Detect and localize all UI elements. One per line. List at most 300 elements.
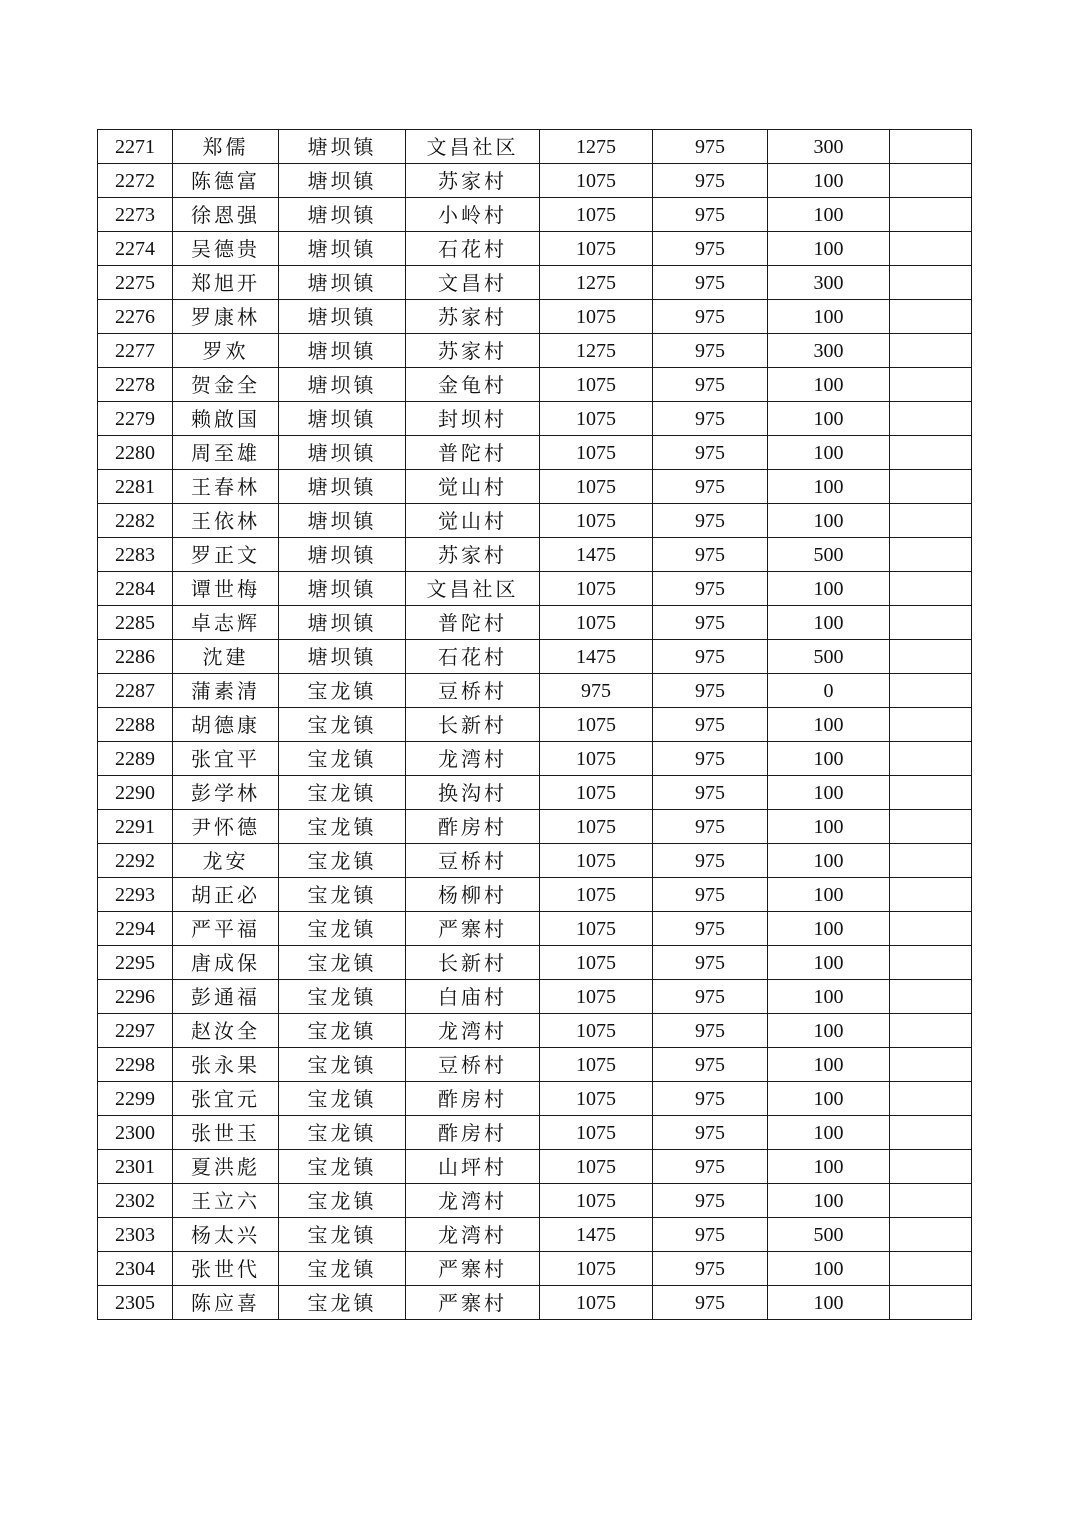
name-cell: 周至雄 [173, 436, 279, 470]
table-row [98, 606, 972, 640]
amount-total-cell: 1075 [540, 1286, 653, 1320]
amount-base-cell: 975 [653, 1048, 768, 1082]
town-cell: 宝龙镇 [279, 742, 406, 776]
remarks-cell [890, 1082, 972, 1116]
name-cell: 谭世梅 [173, 572, 279, 606]
remarks-cell [890, 810, 972, 844]
amount-total-cell: 1075 [540, 436, 653, 470]
serial-number-cell: 2305 [98, 1286, 173, 1320]
town-cell: 宝龙镇 [279, 844, 406, 878]
amount-base-cell: 975 [653, 436, 768, 470]
village-cell: 封坝村 [406, 402, 540, 436]
table-row [98, 1014, 972, 1048]
amount-extra-cell: 100 [768, 708, 890, 742]
town-cell: 宝龙镇 [279, 1048, 406, 1082]
serial-number-cell: 2283 [98, 538, 173, 572]
amount-extra-cell: 100 [768, 572, 890, 606]
table-row [98, 1286, 972, 1320]
village-cell: 苏家村 [406, 334, 540, 368]
remarks-cell [890, 1150, 972, 1184]
amount-total-cell: 1075 [540, 300, 653, 334]
roster-table [97, 129, 972, 1320]
remarks-cell [890, 844, 972, 878]
amount-total-cell: 1475 [540, 1218, 653, 1252]
amount-total-cell: 1075 [540, 708, 653, 742]
serial-number-cell: 2297 [98, 1014, 173, 1048]
serial-number-cell: 2285 [98, 606, 173, 640]
serial-number-cell: 2282 [98, 504, 173, 538]
serial-number-cell: 2287 [98, 674, 173, 708]
amount-base-cell: 975 [653, 878, 768, 912]
amount-extra-cell: 100 [768, 1082, 890, 1116]
table-row [98, 572, 972, 606]
remarks-cell [890, 572, 972, 606]
town-cell: 塘坝镇 [279, 402, 406, 436]
town-cell: 塘坝镇 [279, 164, 406, 198]
town-cell: 宝龙镇 [279, 878, 406, 912]
amount-total-cell: 1075 [540, 912, 653, 946]
town-cell: 宝龙镇 [279, 1252, 406, 1286]
table-row [98, 164, 972, 198]
amount-base-cell: 975 [653, 504, 768, 538]
amount-total-cell: 1075 [540, 572, 653, 606]
serial-number-cell: 2279 [98, 402, 173, 436]
amount-base-cell: 975 [653, 368, 768, 402]
table-row [98, 232, 972, 266]
remarks-cell [890, 1048, 972, 1082]
name-cell: 严平福 [173, 912, 279, 946]
remarks-cell [890, 300, 972, 334]
name-cell: 胡德康 [173, 708, 279, 742]
name-cell: 陈应喜 [173, 1286, 279, 1320]
amount-total-cell: 1075 [540, 1150, 653, 1184]
table-row [98, 436, 972, 470]
remarks-cell [890, 470, 972, 504]
amount-extra-cell: 100 [768, 402, 890, 436]
amount-base-cell: 975 [653, 1184, 768, 1218]
serial-number-cell: 2294 [98, 912, 173, 946]
remarks-cell [890, 1184, 972, 1218]
serial-number-cell: 2275 [98, 266, 173, 300]
town-cell: 塘坝镇 [279, 470, 406, 504]
serial-number-cell: 2301 [98, 1150, 173, 1184]
name-cell: 郑旭开 [173, 266, 279, 300]
name-cell: 吴德贵 [173, 232, 279, 266]
remarks-cell [890, 606, 972, 640]
amount-extra-cell: 100 [768, 878, 890, 912]
name-cell: 尹怀德 [173, 810, 279, 844]
name-cell: 沈建 [173, 640, 279, 674]
table-row [98, 674, 972, 708]
village-cell: 石花村 [406, 232, 540, 266]
table-row [98, 1218, 972, 1252]
remarks-cell [890, 674, 972, 708]
amount-extra-cell: 100 [768, 742, 890, 776]
town-cell: 塘坝镇 [279, 436, 406, 470]
name-cell: 龙安 [173, 844, 279, 878]
village-cell: 小岭村 [406, 198, 540, 232]
table-row [98, 300, 972, 334]
village-cell: 苏家村 [406, 164, 540, 198]
serial-number-cell: 2290 [98, 776, 173, 810]
amount-extra-cell: 500 [768, 1218, 890, 1252]
amount-base-cell: 975 [653, 1218, 768, 1252]
table-row [98, 776, 972, 810]
remarks-cell [890, 538, 972, 572]
amount-base-cell: 975 [653, 640, 768, 674]
amount-extra-cell: 100 [768, 810, 890, 844]
amount-total-cell: 1275 [540, 266, 653, 300]
amount-base-cell: 975 [653, 300, 768, 334]
amount-extra-cell: 300 [768, 266, 890, 300]
village-cell: 酢房村 [406, 1082, 540, 1116]
amount-extra-cell: 100 [768, 1116, 890, 1150]
town-cell: 塘坝镇 [279, 198, 406, 232]
town-cell: 塘坝镇 [279, 640, 406, 674]
village-cell: 严寨村 [406, 1252, 540, 1286]
amount-base-cell: 975 [653, 470, 768, 504]
serial-number-cell: 2303 [98, 1218, 173, 1252]
amount-total-cell: 1075 [540, 402, 653, 436]
amount-extra-cell: 300 [768, 130, 890, 164]
name-cell: 罗欢 [173, 334, 279, 368]
town-cell: 塘坝镇 [279, 266, 406, 300]
amount-total-cell: 1475 [540, 538, 653, 572]
amount-total-cell: 1075 [540, 1014, 653, 1048]
village-cell: 豆桥村 [406, 844, 540, 878]
remarks-cell [890, 504, 972, 538]
town-cell: 宝龙镇 [279, 1014, 406, 1048]
village-cell: 杨柳村 [406, 878, 540, 912]
amount-total-cell: 1075 [540, 980, 653, 1014]
table-row [98, 1252, 972, 1286]
serial-number-cell: 2277 [98, 334, 173, 368]
village-cell: 豆桥村 [406, 1048, 540, 1082]
table-row [98, 742, 972, 776]
remarks-cell [890, 742, 972, 776]
amount-extra-cell: 100 [768, 980, 890, 1014]
amount-extra-cell: 100 [768, 300, 890, 334]
name-cell: 赵汝全 [173, 1014, 279, 1048]
amount-total-cell: 1275 [540, 130, 653, 164]
town-cell: 宝龙镇 [279, 946, 406, 980]
amount-extra-cell: 100 [768, 198, 890, 232]
village-cell: 龙湾村 [406, 1014, 540, 1048]
amount-extra-cell: 100 [768, 232, 890, 266]
amount-total-cell: 1075 [540, 844, 653, 878]
amount-total-cell: 1075 [540, 232, 653, 266]
amount-base-cell: 975 [653, 1014, 768, 1048]
amount-total-cell: 1075 [540, 878, 653, 912]
amount-base-cell: 975 [653, 674, 768, 708]
table-row [98, 844, 972, 878]
serial-number-cell: 2292 [98, 844, 173, 878]
name-cell: 彭通福 [173, 980, 279, 1014]
table-row [98, 912, 972, 946]
name-cell: 张世玉 [173, 1116, 279, 1150]
village-cell: 白庙村 [406, 980, 540, 1014]
village-cell: 龙湾村 [406, 1218, 540, 1252]
name-cell: 陈德富 [173, 164, 279, 198]
remarks-cell [890, 266, 972, 300]
village-cell: 龙湾村 [406, 742, 540, 776]
name-cell: 徐恩强 [173, 198, 279, 232]
amount-base-cell: 975 [653, 708, 768, 742]
town-cell: 宝龙镇 [279, 1286, 406, 1320]
table-row [98, 368, 972, 402]
remarks-cell [890, 436, 972, 470]
town-cell: 塘坝镇 [279, 572, 406, 606]
amount-base-cell: 975 [653, 538, 768, 572]
village-cell: 长新村 [406, 708, 540, 742]
serial-number-cell: 2284 [98, 572, 173, 606]
serial-number-cell: 2280 [98, 436, 173, 470]
amount-extra-cell: 500 [768, 538, 890, 572]
serial-number-cell: 2300 [98, 1116, 173, 1150]
remarks-cell [890, 164, 972, 198]
name-cell: 胡正必 [173, 878, 279, 912]
amount-total-cell: 1075 [540, 742, 653, 776]
remarks-cell [890, 980, 972, 1014]
amount-extra-cell: 100 [768, 606, 890, 640]
remarks-cell [890, 1014, 972, 1048]
table-row [98, 878, 972, 912]
amount-base-cell: 975 [653, 266, 768, 300]
amount-total-cell: 1075 [540, 164, 653, 198]
town-cell: 塘坝镇 [279, 368, 406, 402]
amount-extra-cell: 0 [768, 674, 890, 708]
town-cell: 塘坝镇 [279, 232, 406, 266]
amount-total-cell: 1275 [540, 334, 653, 368]
village-cell: 换沟村 [406, 776, 540, 810]
amount-base-cell: 975 [653, 1082, 768, 1116]
town-cell: 塘坝镇 [279, 334, 406, 368]
table-row [98, 1048, 972, 1082]
table-row [98, 1150, 972, 1184]
amount-base-cell: 975 [653, 198, 768, 232]
name-cell: 夏洪彪 [173, 1150, 279, 1184]
table-row [98, 130, 972, 164]
town-cell: 塘坝镇 [279, 504, 406, 538]
name-cell: 郑儒 [173, 130, 279, 164]
name-cell: 张宜元 [173, 1082, 279, 1116]
amount-base-cell: 975 [653, 232, 768, 266]
amount-extra-cell: 300 [768, 334, 890, 368]
remarks-cell [890, 776, 972, 810]
table-row [98, 1082, 972, 1116]
amount-base-cell: 975 [653, 844, 768, 878]
name-cell: 卓志辉 [173, 606, 279, 640]
village-cell: 山坪村 [406, 1150, 540, 1184]
name-cell: 唐成保 [173, 946, 279, 980]
town-cell: 塘坝镇 [279, 538, 406, 572]
serial-number-cell: 2288 [98, 708, 173, 742]
serial-number-cell: 2272 [98, 164, 173, 198]
amount-base-cell: 975 [653, 980, 768, 1014]
table-row [98, 810, 972, 844]
remarks-cell [890, 368, 972, 402]
village-cell: 觉山村 [406, 504, 540, 538]
amount-total-cell: 1075 [540, 368, 653, 402]
table-row [98, 538, 972, 572]
amount-total-cell: 1075 [540, 504, 653, 538]
remarks-cell [890, 1218, 972, 1252]
serial-number-cell: 2302 [98, 1184, 173, 1218]
amount-extra-cell: 100 [768, 844, 890, 878]
town-cell: 宝龙镇 [279, 1184, 406, 1218]
amount-total-cell: 1075 [540, 1252, 653, 1286]
amount-base-cell: 975 [653, 1252, 768, 1286]
amount-total-cell: 975 [540, 674, 653, 708]
town-cell: 宝龙镇 [279, 912, 406, 946]
town-cell: 宝龙镇 [279, 776, 406, 810]
serial-number-cell: 2293 [98, 878, 173, 912]
serial-number-cell: 2289 [98, 742, 173, 776]
name-cell: 张永果 [173, 1048, 279, 1082]
village-cell: 觉山村 [406, 470, 540, 504]
serial-number-cell: 2304 [98, 1252, 173, 1286]
amount-base-cell: 975 [653, 130, 768, 164]
remarks-cell [890, 912, 972, 946]
remarks-cell [890, 1252, 972, 1286]
amount-total-cell: 1075 [540, 810, 653, 844]
amount-total-cell: 1075 [540, 1116, 653, 1150]
serial-number-cell: 2273 [98, 198, 173, 232]
table-row [98, 470, 972, 504]
serial-number-cell: 2278 [98, 368, 173, 402]
amount-base-cell: 975 [653, 572, 768, 606]
village-cell: 酢房村 [406, 1116, 540, 1150]
serial-number-cell: 2298 [98, 1048, 173, 1082]
remarks-cell [890, 1116, 972, 1150]
amount-total-cell: 1075 [540, 946, 653, 980]
remarks-cell [890, 198, 972, 232]
name-cell: 张世代 [173, 1252, 279, 1286]
village-cell: 严寨村 [406, 1286, 540, 1320]
town-cell: 宝龙镇 [279, 674, 406, 708]
remarks-cell [890, 640, 972, 674]
amount-extra-cell: 100 [768, 1286, 890, 1320]
town-cell: 宝龙镇 [279, 708, 406, 742]
remarks-cell [890, 1286, 972, 1320]
amount-total-cell: 1075 [540, 198, 653, 232]
village-cell: 石花村 [406, 640, 540, 674]
village-cell: 苏家村 [406, 538, 540, 572]
village-cell: 长新村 [406, 946, 540, 980]
name-cell: 杨太兴 [173, 1218, 279, 1252]
village-cell: 普陀村 [406, 436, 540, 470]
remarks-cell [890, 334, 972, 368]
remarks-cell [890, 708, 972, 742]
serial-number-cell: 2299 [98, 1082, 173, 1116]
remarks-cell [890, 878, 972, 912]
amount-base-cell: 975 [653, 1116, 768, 1150]
table-row [98, 334, 972, 368]
amount-extra-cell: 100 [768, 504, 890, 538]
serial-number-cell: 2276 [98, 300, 173, 334]
amount-base-cell: 975 [653, 810, 768, 844]
amount-total-cell: 1075 [540, 606, 653, 640]
name-cell: 贺金全 [173, 368, 279, 402]
village-cell: 文昌社区 [406, 130, 540, 164]
village-cell: 豆桥村 [406, 674, 540, 708]
town-cell: 塘坝镇 [279, 606, 406, 640]
serial-number-cell: 2295 [98, 946, 173, 980]
amount-extra-cell: 100 [768, 1184, 890, 1218]
table-row [98, 198, 972, 232]
village-cell: 普陀村 [406, 606, 540, 640]
amount-total-cell: 1075 [540, 470, 653, 504]
table-row [98, 980, 972, 1014]
town-cell: 塘坝镇 [279, 130, 406, 164]
amount-extra-cell: 100 [768, 946, 890, 980]
amount-base-cell: 975 [653, 402, 768, 436]
roster-body [98, 130, 972, 1320]
village-cell: 文昌村 [406, 266, 540, 300]
amount-total-cell: 1075 [540, 1184, 653, 1218]
remarks-cell [890, 130, 972, 164]
village-cell: 文昌社区 [406, 572, 540, 606]
village-cell: 严寨村 [406, 912, 540, 946]
amount-extra-cell: 100 [768, 368, 890, 402]
amount-base-cell: 975 [653, 742, 768, 776]
amount-total-cell: 1475 [540, 640, 653, 674]
amount-extra-cell: 100 [768, 164, 890, 198]
village-cell: 龙湾村 [406, 1184, 540, 1218]
amount-extra-cell: 100 [768, 912, 890, 946]
table-row [98, 266, 972, 300]
name-cell: 王春林 [173, 470, 279, 504]
town-cell: 宝龙镇 [279, 1218, 406, 1252]
serial-number-cell: 2274 [98, 232, 173, 266]
serial-number-cell: 2291 [98, 810, 173, 844]
serial-number-cell: 2281 [98, 470, 173, 504]
amount-extra-cell: 500 [768, 640, 890, 674]
name-cell: 罗正文 [173, 538, 279, 572]
name-cell: 罗康林 [173, 300, 279, 334]
table-row [98, 946, 972, 980]
town-cell: 宝龙镇 [279, 810, 406, 844]
village-cell: 酢房村 [406, 810, 540, 844]
serial-number-cell: 2296 [98, 980, 173, 1014]
amount-extra-cell: 100 [768, 470, 890, 504]
remarks-cell [890, 232, 972, 266]
table-row [98, 402, 972, 436]
village-cell: 金龟村 [406, 368, 540, 402]
amount-base-cell: 975 [653, 164, 768, 198]
town-cell: 宝龙镇 [279, 1150, 406, 1184]
table-row [98, 504, 972, 538]
remarks-cell [890, 946, 972, 980]
amount-base-cell: 975 [653, 776, 768, 810]
amount-base-cell: 975 [653, 946, 768, 980]
amount-total-cell: 1075 [540, 776, 653, 810]
table-row [98, 708, 972, 742]
amount-extra-cell: 100 [768, 1150, 890, 1184]
village-cell: 苏家村 [406, 300, 540, 334]
town-cell: 宝龙镇 [279, 980, 406, 1014]
town-cell: 宝龙镇 [279, 1116, 406, 1150]
table-row [98, 640, 972, 674]
amount-base-cell: 975 [653, 1286, 768, 1320]
amount-total-cell: 1075 [540, 1048, 653, 1082]
amount-base-cell: 975 [653, 1150, 768, 1184]
name-cell: 彭学林 [173, 776, 279, 810]
table-row [98, 1116, 972, 1150]
table-row [98, 1184, 972, 1218]
name-cell: 王依林 [173, 504, 279, 538]
amount-base-cell: 975 [653, 606, 768, 640]
